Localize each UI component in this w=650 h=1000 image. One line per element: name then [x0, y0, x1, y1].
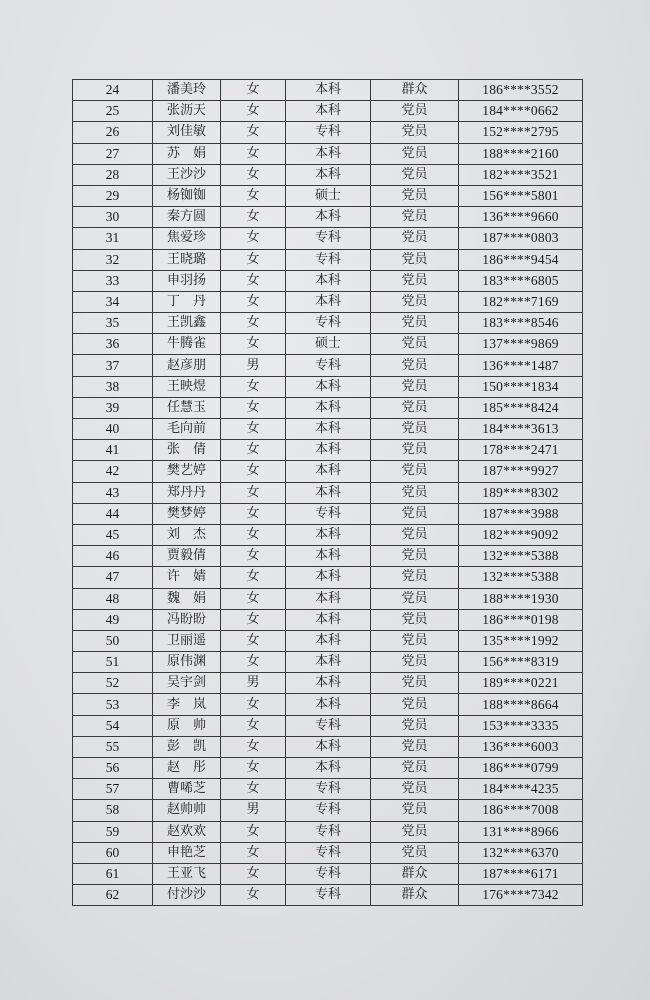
table-row: [73, 461, 583, 482]
political-status-cell: 党员: [371, 567, 459, 588]
gender-cell: 女: [221, 694, 286, 715]
political-status-cell: 党员: [371, 270, 459, 291]
table-row: [73, 588, 583, 609]
gender-cell: 女: [221, 440, 286, 461]
political-status-cell: 党员: [371, 185, 459, 206]
phone-number-cell: 182****9092: [459, 524, 583, 545]
member-name-cell: 魏 娟: [153, 588, 221, 609]
gender-cell: 女: [221, 143, 286, 164]
table-row: [73, 758, 583, 779]
education-level-cell: 本科: [286, 164, 371, 185]
gender-cell: 女: [221, 524, 286, 545]
gender-cell: 女: [221, 80, 286, 101]
gender-cell: 男: [221, 355, 286, 376]
member-name-cell: 刘 杰: [153, 524, 221, 545]
political-status-cell: 群众: [371, 863, 459, 884]
gender-cell: 女: [221, 842, 286, 863]
table-row: [73, 482, 583, 503]
education-level-cell: 本科: [286, 630, 371, 651]
education-level-cell: 专科: [286, 779, 371, 800]
education-level-cell: 专科: [286, 122, 371, 143]
phone-number-cell: 187****9927: [459, 461, 583, 482]
row-number-cell: 42: [73, 461, 153, 482]
political-status-cell: 党员: [371, 524, 459, 545]
education-level-cell: 本科: [286, 270, 371, 291]
table-row: [73, 376, 583, 397]
row-number-cell: 49: [73, 609, 153, 630]
gender-cell: 女: [221, 503, 286, 524]
table-row: [73, 779, 583, 800]
phone-number-cell: 189****0221: [459, 673, 583, 694]
table-row: [73, 249, 583, 270]
gender-cell: 女: [221, 291, 286, 312]
member-name-cell: 赵欢欢: [153, 821, 221, 842]
gender-cell: 女: [221, 207, 286, 228]
phone-number-cell: 136****6003: [459, 736, 583, 757]
education-level-cell: 专科: [286, 228, 371, 249]
gender-cell: 女: [221, 397, 286, 418]
education-level-cell: 本科: [286, 736, 371, 757]
political-status-cell: 党员: [371, 652, 459, 673]
table-row: [73, 397, 583, 418]
table-row: [73, 270, 583, 291]
political-status-cell: 党员: [371, 715, 459, 736]
row-number-cell: 39: [73, 397, 153, 418]
table-row: [73, 291, 583, 312]
political-status-cell: 党员: [371, 779, 459, 800]
member-name-cell: 张 倩: [153, 440, 221, 461]
gender-cell: 女: [221, 567, 286, 588]
political-status-cell: 党员: [371, 461, 459, 482]
row-number-cell: 34: [73, 291, 153, 312]
political-status-cell: 党员: [371, 588, 459, 609]
phone-number-cell: 150****1834: [459, 376, 583, 397]
political-status-cell: 党员: [371, 503, 459, 524]
row-number-cell: 54: [73, 715, 153, 736]
phone-number-cell: 187****0803: [459, 228, 583, 249]
political-status-cell: 党员: [371, 440, 459, 461]
education-level-cell: 专科: [286, 313, 371, 334]
member-name-cell: 樊艺婷: [153, 461, 221, 482]
phone-number-cell: 187****6171: [459, 863, 583, 884]
table-row: [73, 164, 583, 185]
member-name-cell: 李 岚: [153, 694, 221, 715]
political-status-cell: 党员: [371, 291, 459, 312]
political-status-cell: 党员: [371, 355, 459, 376]
phone-number-cell: 132****5388: [459, 567, 583, 588]
gender-cell: 女: [221, 164, 286, 185]
table-row: [73, 313, 583, 334]
row-number-cell: 43: [73, 482, 153, 503]
member-name-cell: 原 帅: [153, 715, 221, 736]
table-row: [73, 143, 583, 164]
phone-number-cell: 182****7169: [459, 291, 583, 312]
row-number-cell: 41: [73, 440, 153, 461]
row-number-cell: 31: [73, 228, 153, 249]
education-level-cell: 本科: [286, 482, 371, 503]
member-name-cell: 赵帅帅: [153, 800, 221, 821]
gender-cell: 女: [221, 313, 286, 334]
political-status-cell: 党员: [371, 630, 459, 651]
table-row: [73, 567, 583, 588]
row-number-cell: 53: [73, 694, 153, 715]
gender-cell: 女: [221, 419, 286, 440]
row-number-cell: 52: [73, 673, 153, 694]
table-row: [73, 228, 583, 249]
row-number-cell: 45: [73, 524, 153, 545]
gender-cell: 女: [221, 228, 286, 249]
gender-cell: 女: [221, 588, 286, 609]
gender-cell: 女: [221, 779, 286, 800]
gender-cell: 女: [221, 715, 286, 736]
education-level-cell: 硕士: [286, 334, 371, 355]
education-level-cell: 本科: [286, 524, 371, 545]
education-level-cell: 专科: [286, 842, 371, 863]
table-row: [73, 715, 583, 736]
political-status-cell: 党员: [371, 482, 459, 503]
table-row: [73, 524, 583, 545]
education-level-cell: 本科: [286, 397, 371, 418]
gender-cell: 女: [221, 334, 286, 355]
row-number-cell: 36: [73, 334, 153, 355]
member-name-cell: 杨铷铷: [153, 185, 221, 206]
table-row: [73, 736, 583, 757]
education-level-cell: 本科: [286, 673, 371, 694]
education-level-cell: 专科: [286, 249, 371, 270]
roster-table: [72, 79, 583, 906]
row-number-cell: 26: [73, 122, 153, 143]
table-row: [73, 842, 583, 863]
member-name-cell: 原伟渊: [153, 652, 221, 673]
political-status-cell: 党员: [371, 143, 459, 164]
gender-cell: 女: [221, 758, 286, 779]
row-number-cell: 40: [73, 419, 153, 440]
political-status-cell: 群众: [371, 885, 459, 906]
education-level-cell: 本科: [286, 376, 371, 397]
phone-number-cell: 137****9869: [459, 334, 583, 355]
political-status-cell: 党员: [371, 207, 459, 228]
table-row: [73, 419, 583, 440]
political-status-cell: 党员: [371, 758, 459, 779]
political-status-cell: 党员: [371, 842, 459, 863]
phone-number-cell: 188****8664: [459, 694, 583, 715]
gender-cell: 女: [221, 736, 286, 757]
phone-number-cell: 136****9660: [459, 207, 583, 228]
political-status-cell: 党员: [371, 376, 459, 397]
phone-number-cell: 184****0662: [459, 101, 583, 122]
political-status-cell: 党员: [371, 546, 459, 567]
education-level-cell: 本科: [286, 588, 371, 609]
education-level-cell: 专科: [286, 821, 371, 842]
phone-number-cell: 184****4235: [459, 779, 583, 800]
row-number-cell: 62: [73, 885, 153, 906]
row-number-cell: 48: [73, 588, 153, 609]
row-number-cell: 37: [73, 355, 153, 376]
education-level-cell: 本科: [286, 652, 371, 673]
education-level-cell: 专科: [286, 863, 371, 884]
table-row: [73, 630, 583, 651]
member-name-cell: 王沙沙: [153, 164, 221, 185]
row-number-cell: 38: [73, 376, 153, 397]
row-number-cell: 44: [73, 503, 153, 524]
political-status-cell: 党员: [371, 800, 459, 821]
row-number-cell: 51: [73, 652, 153, 673]
education-level-cell: 本科: [286, 419, 371, 440]
gender-cell: 女: [221, 885, 286, 906]
table-row: [73, 800, 583, 821]
table-row: [73, 885, 583, 906]
member-name-cell: 付沙沙: [153, 885, 221, 906]
education-level-cell: 本科: [286, 461, 371, 482]
gender-cell: 女: [221, 376, 286, 397]
row-number-cell: 35: [73, 313, 153, 334]
political-status-cell: 党员: [371, 821, 459, 842]
table-row: [73, 80, 583, 101]
gender-cell: 男: [221, 800, 286, 821]
gender-cell: 女: [221, 461, 286, 482]
phone-number-cell: 186****9454: [459, 249, 583, 270]
phone-number-cell: 136****1487: [459, 355, 583, 376]
political-status-cell: 党员: [371, 334, 459, 355]
education-level-cell: 本科: [286, 143, 371, 164]
member-name-cell: 赵 彤: [153, 758, 221, 779]
row-number-cell: 55: [73, 736, 153, 757]
political-status-cell: 党员: [371, 736, 459, 757]
member-name-cell: 潘美玲: [153, 80, 221, 101]
row-number-cell: 47: [73, 567, 153, 588]
row-number-cell: 61: [73, 863, 153, 884]
political-status-cell: 党员: [371, 101, 459, 122]
phone-number-cell: 189****8302: [459, 482, 583, 503]
member-name-cell: 张沥天: [153, 101, 221, 122]
education-level-cell: 本科: [286, 80, 371, 101]
phone-number-cell: 183****6805: [459, 270, 583, 291]
phone-number-cell: 156****5801: [459, 185, 583, 206]
member-name-cell: 王亚飞: [153, 863, 221, 884]
member-name-cell: 刘佳敏: [153, 122, 221, 143]
education-level-cell: 本科: [286, 694, 371, 715]
phone-number-cell: 184****3613: [459, 419, 583, 440]
education-level-cell: 专科: [286, 800, 371, 821]
phone-number-cell: 186****7008: [459, 800, 583, 821]
phone-number-cell: 188****1930: [459, 588, 583, 609]
political-status-cell: 党员: [371, 397, 459, 418]
gender-cell: 女: [221, 101, 286, 122]
row-number-cell: 27: [73, 143, 153, 164]
education-level-cell: 本科: [286, 440, 371, 461]
gender-cell: 女: [221, 270, 286, 291]
political-status-cell: 党员: [371, 419, 459, 440]
row-number-cell: 57: [73, 779, 153, 800]
political-status-cell: 党员: [371, 609, 459, 630]
member-name-cell: 申羽扬: [153, 270, 221, 291]
education-level-cell: 本科: [286, 546, 371, 567]
table-row: [73, 503, 583, 524]
phone-number-cell: 187****3988: [459, 503, 583, 524]
row-number-cell: 29: [73, 185, 153, 206]
roster-table-container: [72, 79, 582, 906]
phone-number-cell: 135****1992: [459, 630, 583, 651]
education-level-cell: 专科: [286, 503, 371, 524]
member-name-cell: 王晓璐: [153, 249, 221, 270]
member-name-cell: 秦方圆: [153, 207, 221, 228]
phone-number-cell: 153****3335: [459, 715, 583, 736]
political-status-cell: 党员: [371, 673, 459, 694]
row-number-cell: 46: [73, 546, 153, 567]
education-level-cell: 专科: [286, 885, 371, 906]
table-row: [73, 101, 583, 122]
row-number-cell: 28: [73, 164, 153, 185]
row-number-cell: 50: [73, 630, 153, 651]
gender-cell: 女: [221, 249, 286, 270]
political-status-cell: 党员: [371, 249, 459, 270]
member-name-cell: 丁 丹: [153, 291, 221, 312]
member-name-cell: 郑丹丹: [153, 482, 221, 503]
table-row: [73, 821, 583, 842]
phone-number-cell: 182****3521: [459, 164, 583, 185]
phone-number-cell: 185****8424: [459, 397, 583, 418]
gender-cell: 女: [221, 482, 286, 503]
education-level-cell: 硕士: [286, 185, 371, 206]
row-number-cell: 60: [73, 842, 153, 863]
gender-cell: 女: [221, 652, 286, 673]
member-name-cell: 冯盼盼: [153, 609, 221, 630]
phone-number-cell: 132****6370: [459, 842, 583, 863]
education-level-cell: 本科: [286, 567, 371, 588]
member-name-cell: 贾毅倩: [153, 546, 221, 567]
member-name-cell: 焦爱珍: [153, 228, 221, 249]
education-level-cell: 专科: [286, 715, 371, 736]
table-row: [73, 207, 583, 228]
phone-number-cell: 186****0198: [459, 609, 583, 630]
member-name-cell: 曹唏芝: [153, 779, 221, 800]
member-name-cell: 任慧玉: [153, 397, 221, 418]
education-level-cell: 本科: [286, 609, 371, 630]
table-row: [73, 652, 583, 673]
table-row: [73, 863, 583, 884]
table-row: [73, 546, 583, 567]
table-row: [73, 694, 583, 715]
member-name-cell: 王映煜: [153, 376, 221, 397]
member-name-cell: 牛腾雀: [153, 334, 221, 355]
member-name-cell: 王凯鑫: [153, 313, 221, 334]
gender-cell: 女: [221, 185, 286, 206]
political-status-cell: 党员: [371, 694, 459, 715]
row-number-cell: 58: [73, 800, 153, 821]
row-number-cell: 30: [73, 207, 153, 228]
education-level-cell: 本科: [286, 291, 371, 312]
phone-number-cell: 186****3552: [459, 80, 583, 101]
gender-cell: 女: [221, 122, 286, 143]
political-status-cell: 党员: [371, 313, 459, 334]
member-name-cell: 卫丽遥: [153, 630, 221, 651]
gender-cell: 男: [221, 673, 286, 694]
table-row: [73, 355, 583, 376]
phone-number-cell: 183****8546: [459, 313, 583, 334]
phone-number-cell: 152****2795: [459, 122, 583, 143]
phone-number-cell: 131****8966: [459, 821, 583, 842]
political-status-cell: 群众: [371, 80, 459, 101]
table-row: [73, 334, 583, 355]
member-name-cell: 吴宇剑: [153, 673, 221, 694]
phone-number-cell: 178****2471: [459, 440, 583, 461]
phone-number-cell: 186****0799: [459, 758, 583, 779]
member-name-cell: 申艳芝: [153, 842, 221, 863]
table-row: [73, 122, 583, 143]
roster-table-body: [73, 80, 583, 906]
member-name-cell: 赵彦朋: [153, 355, 221, 376]
phone-number-cell: 176****7342: [459, 885, 583, 906]
row-number-cell: 56: [73, 758, 153, 779]
phone-number-cell: 132****5388: [459, 546, 583, 567]
row-number-cell: 33: [73, 270, 153, 291]
member-name-cell: 樊梦婷: [153, 503, 221, 524]
member-name-cell: 许 婧: [153, 567, 221, 588]
row-number-cell: 24: [73, 80, 153, 101]
political-status-cell: 党员: [371, 164, 459, 185]
education-level-cell: 本科: [286, 101, 371, 122]
phone-number-cell: 156****8319: [459, 652, 583, 673]
member-name-cell: 彭 凯: [153, 736, 221, 757]
gender-cell: 女: [221, 546, 286, 567]
row-number-cell: 25: [73, 101, 153, 122]
gender-cell: 女: [221, 863, 286, 884]
political-status-cell: 党员: [371, 122, 459, 143]
education-level-cell: 本科: [286, 207, 371, 228]
gender-cell: 女: [221, 821, 286, 842]
table-row: [73, 185, 583, 206]
gender-cell: 女: [221, 609, 286, 630]
gender-cell: 女: [221, 630, 286, 651]
member-name-cell: 毛向前: [153, 419, 221, 440]
table-row: [73, 440, 583, 461]
row-number-cell: 59: [73, 821, 153, 842]
row-number-cell: 32: [73, 249, 153, 270]
member-name-cell: 苏 娟: [153, 143, 221, 164]
table-row: [73, 673, 583, 694]
table-row: [73, 609, 583, 630]
phone-number-cell: 188****2160: [459, 143, 583, 164]
education-level-cell: 本科: [286, 758, 371, 779]
political-status-cell: 党员: [371, 228, 459, 249]
education-level-cell: 专科: [286, 355, 371, 376]
